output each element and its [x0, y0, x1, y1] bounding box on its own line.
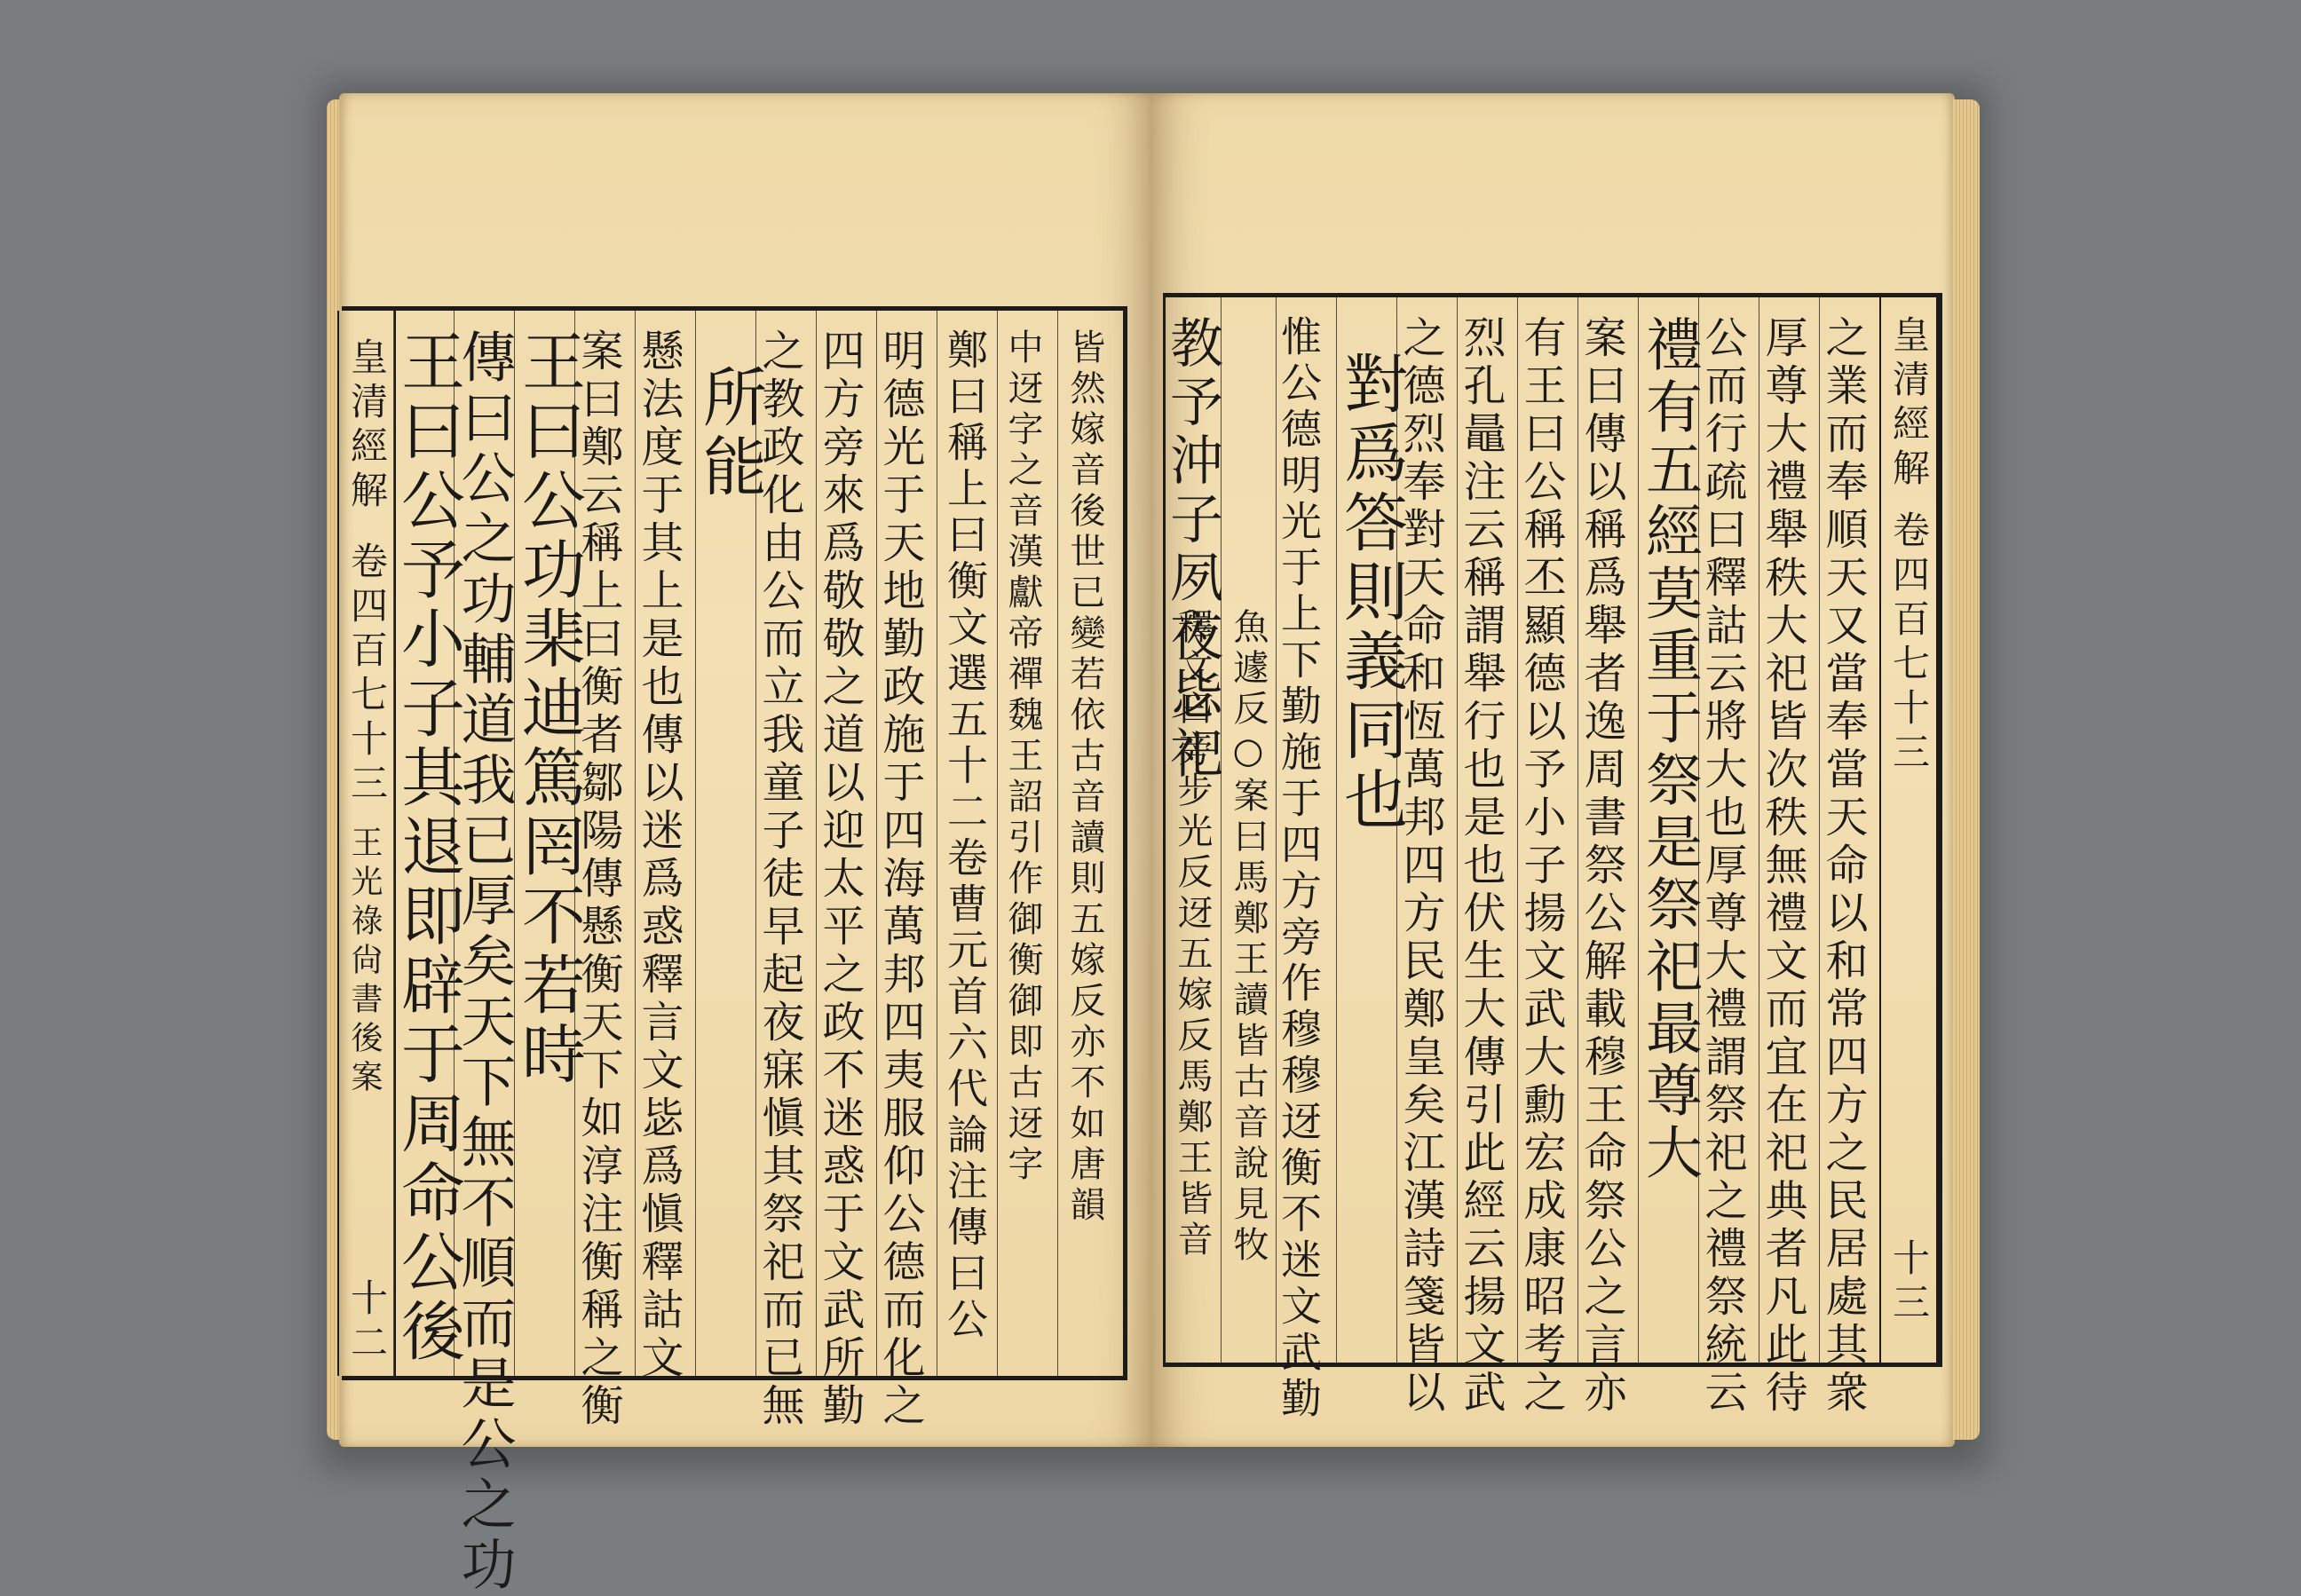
right-page-edges [1953, 99, 1980, 1440]
left-col-2-text: 傳曰公之功輔道我已厚矣天下無不順而是公之功 [452, 328, 517, 1596]
right-gutter-strip [1879, 297, 1938, 1363]
right-text-frame [1161, 293, 1942, 1423]
right-gutter-title: 皇清經解 [1887, 315, 1931, 493]
left-col-9-text: 明德光于天地勤政施于四海萬邦四夷服仰公德而化之 [875, 328, 925, 1431]
left-col-4 [573, 311, 635, 1431]
left-col-10 [937, 311, 997, 1376]
left-col-5 [634, 311, 695, 1383]
right-col-7-text: 烈孔鼂注云稱謂舉行也是也伏生大傳引此經云揚文武 [1456, 315, 1506, 1418]
left-col-3 [511, 311, 586, 1376]
left-gutter-author: 王光祿尙書後案 [346, 826, 383, 1099]
left-col-12-text: 皆然嫁音後世已變若依古音讀則五嫁反亦不如唐韻 [1064, 328, 1105, 1227]
left-col-11 [997, 311, 1057, 1376]
right-col-12 [1221, 297, 1276, 1363]
right-col-5 [1577, 297, 1638, 1418]
right-col-9 [1333, 297, 1408, 1363]
right-col-13-text: 釋文曰旁步光反迓五嫁反馬鄭王皆音 [1172, 608, 1213, 1261]
right-folio-number: 十三 [1887, 1238, 1931, 1327]
right-col-5-text: 案曰傳以稱爲舉者逸周書祭公解載穆王命祭公之言亦 [1577, 315, 1626, 1418]
left-col-1 [391, 311, 465, 1376]
right-gutter-volume: 卷四百七十三 [1887, 510, 1931, 777]
right-col-3 [1697, 297, 1759, 1418]
left-col-4-text: 案曰鄭云稱上曰衡者鄒陽傳懸衡天下如淳注衡稱之衡 [573, 328, 623, 1431]
right-col-11-text: 教予沖子夙夜毖祀 [1161, 315, 1223, 784]
left-col-1-text: 王曰公予小子其退即辟于周命公後 [391, 328, 465, 1367]
right-col-4-text: 禮有五經莫重于祭是祭祀最尊大 [1636, 315, 1702, 1185]
right-col-6-text: 有王曰公稱丕顯德以予小子揚文武大勳宏成康昭考之 [1516, 315, 1566, 1418]
right-col-2-text: 厚尊大禮舉秩大祀皆次秩無禮文而宜在祀典者凡此待 [1758, 315, 1807, 1418]
left-gutter-title: 皇清經解 [345, 337, 389, 515]
right-col-9-text: 對爲答則義同也 [1333, 351, 1408, 835]
left-col-6-text: 所能 [692, 364, 767, 502]
right-col-1-text: 之業而奉順天又當奉當天命以和常四方之民居處其衆 [1818, 315, 1868, 1418]
right-col-4 [1636, 297, 1702, 1363]
left-gutter-volume: 卷四百七十三 [345, 541, 389, 808]
left-col-3-text: 王曰公功棐迪篤罔不若時 [511, 328, 586, 1090]
right-col-1 [1818, 297, 1879, 1418]
right-col-8 [1396, 297, 1457, 1418]
left-col-9 [875, 311, 937, 1431]
right-col-3-text: 公而行疏曰釋詁云將大也厚尊大禮謂祭祀之禮祭統云 [1697, 315, 1747, 1418]
left-col-7-text: 之教政化由公而立我童子徒早起夜寐愼其祭祀而已無 [755, 328, 804, 1431]
right-col-7 [1456, 297, 1517, 1418]
right-col-11-main [1161, 297, 1228, 1363]
left-text-frame [342, 306, 1127, 1596]
left-col-6 [692, 311, 767, 1376]
left-col-2 [452, 311, 517, 1596]
left-col-5-text: 懸法度于其上是也傳以迷爲惑釋言文毖爲愼釋詁文 [634, 328, 684, 1383]
left-col-7 [755, 311, 816, 1431]
left-col-10-text: 鄭曰稱上曰衡文選五十二卷曹元首六代論注傳曰公 [941, 328, 989, 1344]
right-col-12-text: 魚遽反○案曰馬鄭王讀皆古音說見牧 [1228, 608, 1269, 1267]
right-col-10 [1275, 297, 1336, 1423]
right-col-6 [1516, 297, 1577, 1418]
left-folio-number: 十二 [345, 1278, 389, 1367]
right-col-2 [1758, 297, 1819, 1418]
left-col-8-text: 四方旁來爲敬敬之道以迎太平之政不迷惑于文武所勤 [815, 328, 865, 1431]
right-col-10-text: 惟公德明光于上下勤施于四方旁作穆穆迓衡不迷文武勤 [1275, 315, 1323, 1423]
left-col-8 [815, 311, 876, 1431]
left-col-11-text: 中迓字之音漢獻帝禪魏王詔引作御衡御即古迓字 [1002, 328, 1043, 1186]
right-col-8-text: 之德烈奉對天命和恆萬邦四方民鄭皇矣江漢詩箋皆以 [1396, 315, 1445, 1418]
left-gutter-strip [337, 311, 396, 1376]
left-col-12 [1057, 311, 1123, 1376]
